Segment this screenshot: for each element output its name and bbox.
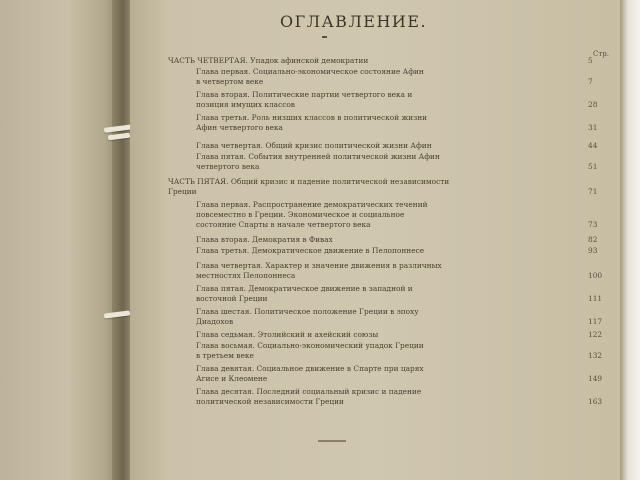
toc-chapter-entry <box>196 387 603 407</box>
toc-entry-text: местностях Пелопоннеса <box>196 271 296 280</box>
toc-chapter-entry <box>196 261 603 281</box>
toc-chapter-entry <box>196 200 598 230</box>
toc-chapter-entry <box>196 330 603 340</box>
toc-entry-text: Глава вторая. Демократия в Фивах <box>196 235 333 244</box>
toc-chapter-entry <box>196 246 598 256</box>
toc-page-number: 111 <box>588 294 603 303</box>
toc-page-number: 28 <box>588 100 598 109</box>
toc-entry-text: ЧАСТЬ ЧЕТВЕРТАЯ. Упадок афинской демократии <box>168 56 369 65</box>
toc-entry-text: четвертого века <box>196 162 260 171</box>
toc-chapter-entry <box>196 364 603 384</box>
toc-page-number: 122 <box>588 330 603 339</box>
toc-part-entry <box>168 56 593 66</box>
toc-page-number: 31 <box>588 123 598 132</box>
toc-page-number: 7 <box>588 77 593 86</box>
toc-entry-text: Глава вторая. Политические партии четвертого века и <box>196 90 413 99</box>
toc-chapter-entry <box>196 307 603 327</box>
toc-page-number: 5 <box>588 56 593 65</box>
toc-page-number: 44 <box>588 141 598 150</box>
toc-chapter-entry <box>196 67 593 87</box>
page-column-label: Стр. <box>593 50 609 58</box>
toc-entry-text: Глава первая. Распространение демократических течений <box>196 200 428 209</box>
toc-chapter-entry <box>196 90 598 110</box>
toc-entry-text: в четвертом веке <box>196 77 264 86</box>
toc-chapter-entry <box>196 141 598 151</box>
toc-entry-text: Греции <box>168 187 197 196</box>
toc-entry-text: Афин четвертого века <box>196 123 283 132</box>
toc-entry-text: восточной Греции <box>196 294 268 303</box>
toc-entry-text: Глава третья. Роль низших классов в политической жизни <box>196 113 428 122</box>
toc-page-number: 82 <box>588 235 598 244</box>
toc-entry-text: Глава третья. Демократическое движение в Пелопоннесе <box>196 246 425 255</box>
toc-entry-text: состояние Спарты в начале четвертого века <box>196 220 371 229</box>
toc-page-number: 132 <box>588 351 603 360</box>
toc-page-number: 149 <box>588 374 603 383</box>
toc-entry-text: позиция имущих классов <box>196 100 295 109</box>
toc-entry-text: Диадохов <box>196 317 234 326</box>
toc-chapter-entry <box>196 235 598 245</box>
toc-page-number: 73 <box>588 220 598 229</box>
toc-chapter-entry <box>196 341 603 361</box>
toc-chapter-entry <box>196 113 598 133</box>
toc-chapter-entry <box>196 152 598 172</box>
toc-entry-text: Глава четвертая. Характер и значение движения в различных <box>196 261 442 270</box>
toc-entry-text: Агисе и Клеомене <box>196 374 268 383</box>
toc-part-entry <box>168 177 598 197</box>
bottom-rule <box>318 440 346 442</box>
page-title: ОГЛАВЛЕНИЕ. <box>280 12 428 31</box>
toc-entry-text: повсеместно в Греции. Экономическое и социальное <box>196 210 405 219</box>
toc-page-number: 93 <box>588 246 598 255</box>
toc-entry-text: Глава десятая. Последний социальный кризис и падение <box>196 387 422 396</box>
toc-entry-text: Глава четвертая. Общий кризис политической жизни Афин <box>196 141 432 150</box>
toc-page-number: 100 <box>588 271 603 280</box>
toc-entry-text: Глава первая. Социально-экономическое состояние Афин <box>196 67 424 76</box>
toc-entry-text: Глава шестая. Политическое положение Греции в эпоху <box>196 307 419 316</box>
toc-entry-text: политической независимости Греции <box>196 397 344 406</box>
toc-page-number: 51 <box>588 162 598 171</box>
toc-entry-text: ЧАСТЬ ПЯТАЯ. Общий кризис и падение политической независимости <box>168 177 450 186</box>
toc-page-number: 71 <box>588 187 598 196</box>
toc-entry-text: Глава восьмая. Социально-экономический упадок Греции <box>196 341 424 350</box>
toc-entry-text: Глава седьмая. Этолийский и ахейский союзы <box>196 330 379 339</box>
toc-entry-text: Глава девятая. Социальное движение в Спарте при царях <box>196 364 424 373</box>
toc-entry-text: Глава пятая. События внутренней политической жизни Афин <box>196 152 440 161</box>
toc-entry-text: Глава пятая. Демократическое движение в западной и <box>196 284 413 293</box>
toc-page-number: 163 <box>588 397 603 406</box>
toc-page-number: 117 <box>588 317 603 326</box>
toc-entry-text: в третьем веке <box>196 351 254 360</box>
toc-chapter-entry <box>196 284 603 304</box>
